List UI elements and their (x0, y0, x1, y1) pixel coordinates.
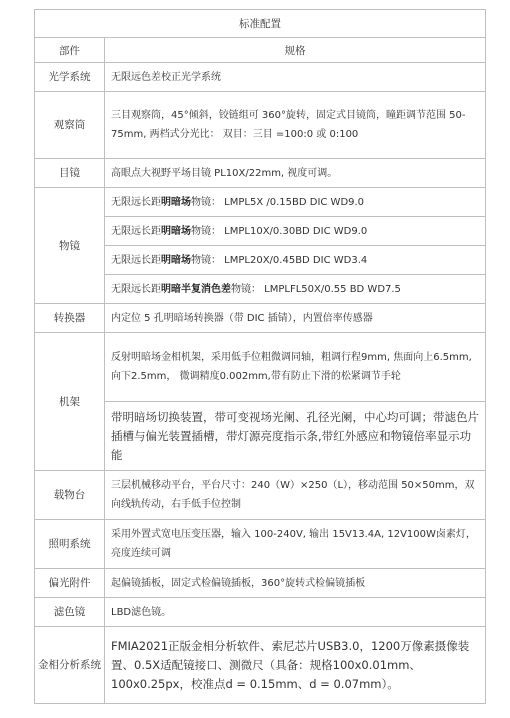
row-category: 载物台 (35, 471, 105, 520)
row-spec: LBD滤色镜。 (105, 598, 486, 627)
row-category: 物镜 (35, 188, 105, 304)
table-row (35, 569, 486, 598)
table-row (35, 304, 486, 333)
spec-table-container (34, 9, 485, 704)
table-row (35, 627, 486, 704)
row-spec: 内定位 5 孔明暗场转换器（带 DIC 插锖），内置倍率传感器 (105, 304, 486, 333)
table-row (35, 598, 486, 627)
row-category: 机架 (35, 333, 105, 471)
row-spec: 反射明暗场金相机架，采用低手位粗微调同轴，粗调行程9mm, 焦面向上6.5mm,向下2.5mm， 微调精度0.002mm,带有防止下滑的松紧调节手轮 (105, 333, 486, 402)
row-spec: 采用外置式宽电压变压器，输入 100-240V, 输出 15V13.4A, 12V100W卤素灯，亮度连续可调 (105, 520, 486, 569)
row-spec-2: 带明暗场切换装置，带可变视场光阑、孔径光阑，中心均可调；带滤色片插槽与偏光装置插槽，带灯源亮度指示条,带红外感应和物镜倍率显示功能 (105, 402, 486, 471)
row-category: 滤色镜 (35, 598, 105, 627)
table-title-row (35, 10, 486, 38)
table-row (35, 92, 486, 159)
row-category: 目镜 (35, 159, 105, 188)
table-header-row (35, 38, 486, 63)
row-spec: 三目观察筒，45°倾斜，铰链组可 360°旋转，固定式目镜筒，瞳距调节范围 50-75mm, 两档式分光比： 双目：三目 =100:0 或 0:100 (105, 92, 486, 159)
table-row (35, 520, 486, 569)
table-row (35, 188, 486, 217)
row-category: 转换器 (35, 304, 105, 333)
row-spec: 起偏镜插板，固定式检偏镜插板，360°旋转式检偏镜插板 (105, 569, 486, 598)
row-category: 金相分析系统 (35, 627, 105, 704)
table-row (35, 159, 486, 188)
row-spec: FMIA2021正版金相分析软件、索尼芯片USB3.0，1200万像素摄像装置、0.5X适配镜接口、测微尺（具备：规格100x0.01mm、100x0.25px，校准点d = 0.15mm、d = 0.07mm）。 (105, 627, 486, 704)
header-spec: 规格 (105, 38, 486, 63)
table-row (35, 63, 486, 92)
row-category: 观察筒 (35, 92, 105, 159)
row-category: 偏光附件 (35, 569, 105, 598)
table-title: 标准配置 (35, 10, 486, 38)
header-part: 部件 (35, 38, 105, 63)
objective-item: 无限远长距明暗场物镜： LMPL5X /0.15BD DIC WD9.0 (105, 188, 486, 217)
objective-item: 无限远长距明暗场物镜： LMPL10X/0.30BD DIC WD9.0 (105, 217, 486, 246)
table-row (35, 471, 486, 520)
row-spec: 无限远色差校正光学系统 (105, 63, 486, 92)
row-category: 光学系统 (35, 63, 105, 92)
table-row (35, 333, 486, 402)
objective-item: 无限远长距明暗半复消色差物镜： LMPLFL50X/0.55 BD WD7.5 (105, 275, 486, 304)
standard-config-table (34, 9, 486, 704)
row-spec: 三层机械移动平台，平台尺寸：240（W）×250（L），移动范围 50×50mm，双向线轨传动，右手低手位控制 (105, 471, 486, 520)
row-category: 照明系统 (35, 520, 105, 569)
objective-item: 无限远长距明暗场物镜： LMPL20X/0.45BD DIC WD3.4 (105, 246, 486, 275)
row-spec: 高眼点大视野平场目镜 PL10X/22mm, 视度可调。 (105, 159, 486, 188)
